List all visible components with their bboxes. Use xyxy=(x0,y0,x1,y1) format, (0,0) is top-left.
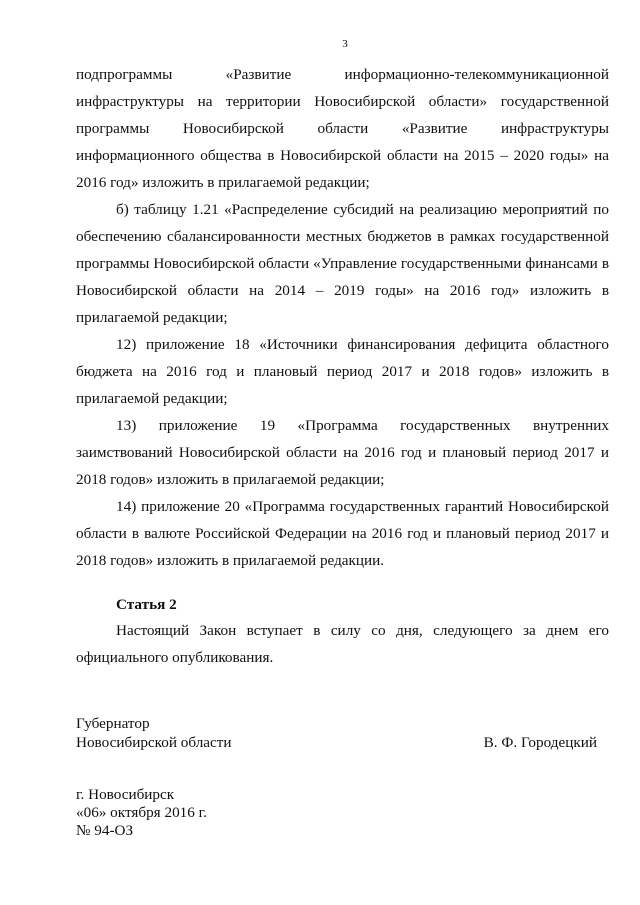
signer-title-line1: Губернатор xyxy=(76,715,150,732)
document-body xyxy=(76,61,609,574)
signature-block xyxy=(76,714,600,752)
article-heading: Статья 2 xyxy=(116,596,177,613)
signer-row xyxy=(76,733,600,752)
date: «06» октября 2016 г. xyxy=(76,804,207,821)
paragraph-continuation: подпрограммы «Развитие информационно-телекоммуникационной инфраструктуры на территории Новосибирской области» государственной программы Новосибирской области «Развитие инфраструктуры информационного общества в Новосибирской области на 2015 – 2020 годы» на 2016 год» изложить в прилагаемой редакции; xyxy=(76,66,609,191)
paragraph-item-12: 12) приложение 18 «Источники финансирования дефицита областного бюджета на 2016 год и плановый период 2017 и 2018 годов» изложить в прилагаемой редакции; xyxy=(76,336,609,407)
article-text: Настоящий Закон вступает в силу со дня, следующего за днем его официального опубликования. xyxy=(76,622,609,666)
signer-name: В. Ф. Городецкий xyxy=(483,734,597,751)
law-number: № 94-ОЗ xyxy=(76,822,134,839)
page-number: 3 xyxy=(342,38,348,50)
paragraph-item-b: б) таблицу 1.21 «Распределение субсидий на реализацию мероприятий по обеспечению сбалансированности местных бюджетов в рамках государственной программы Новосибирской области «Управление государственными финансами в Новосибирской области на 2014 – 2019 годы» на 2016 год» изложить в прилагаемой редакции; xyxy=(76,201,609,326)
paragraph-item-13: 13) приложение 19 «Программа государственных внутренних заимствований Новосибирской области на 2016 год и плановый период 2017 и 2018 годов» изложить в прилагаемой редакции; xyxy=(76,417,609,488)
place: г. Новосибирск xyxy=(76,786,175,803)
signer-title-line2: Новосибирской области xyxy=(76,734,232,751)
place-date-block xyxy=(76,786,207,840)
paragraph-item-14: 14) приложение 20 «Программа государственных гарантий Новосибирской области в валюте Российской Федерации на 2016 год и плановый период 2017 и 2018 годов» изложить в прилагаемой редакции. xyxy=(76,498,609,569)
